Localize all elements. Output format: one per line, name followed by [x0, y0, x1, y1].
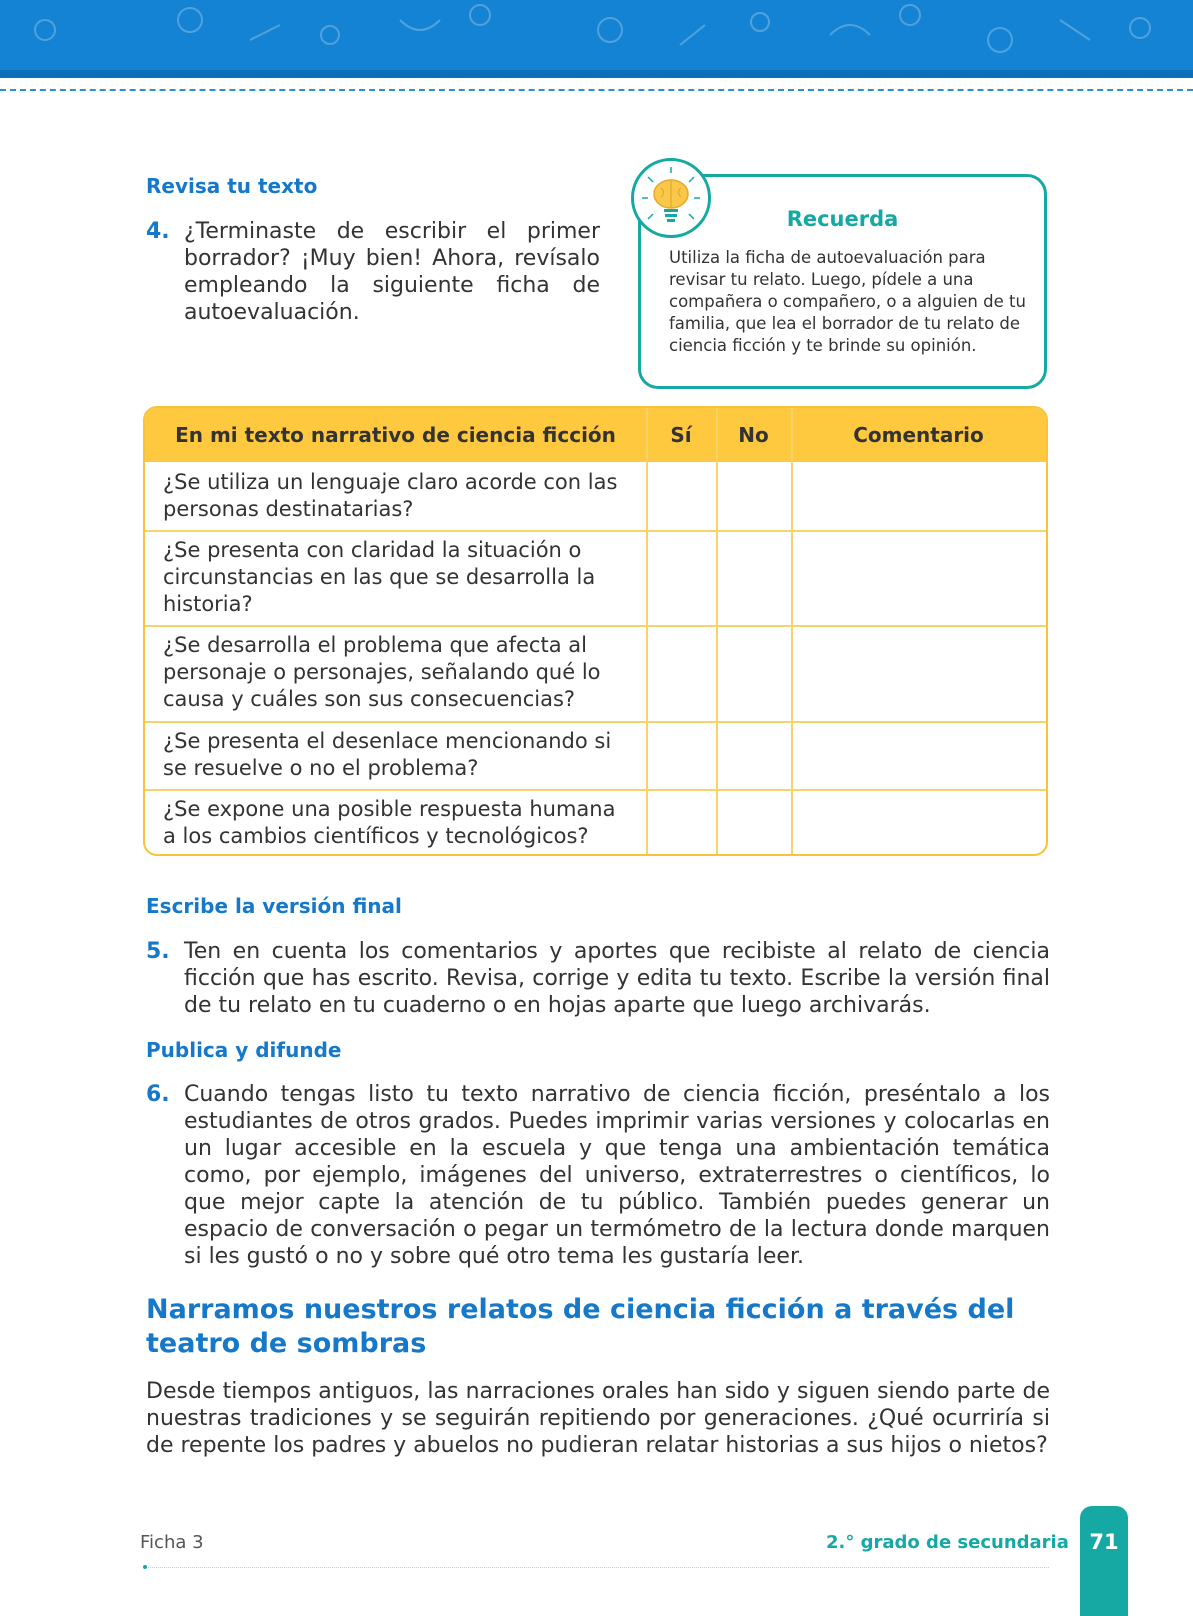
- column-header-si: Sí: [670, 423, 692, 447]
- item-number: 6.: [146, 1082, 170, 1107]
- column-header-comentario: Comentario: [853, 423, 984, 447]
- column-header-criterio: En mi texto narrativo de ciencia ficción: [175, 423, 616, 447]
- item-4: [146, 218, 600, 328]
- brain-lightbulb-icon: [631, 158, 711, 238]
- banner-stripe: [0, 70, 1193, 78]
- item-text: ¿Terminaste de escribir el primer borrador? ¡Muy bien! Ahora, revísalo empleando la siguiente ficha de autoevaluación.: [184, 219, 600, 325]
- header-banner: [0, 0, 1193, 78]
- column-header-no: No: [738, 423, 769, 447]
- autoevaluation-table: [143, 406, 1048, 856]
- row-divider: [145, 530, 1046, 532]
- page-number: 71: [1089, 1530, 1119, 1554]
- dashed-divider: [0, 89, 1193, 91]
- row-divider: [145, 721, 1046, 723]
- footer-divider: [143, 1567, 1049, 1568]
- item-6: [146, 1081, 1050, 1271]
- section-title: Narramos nuestros relatos de ciencia ficción a través del teatro de sombras: [146, 1294, 1015, 1359]
- table-row: ¿Se desarrolla el problema que afecta al personaje o personajes, señalando qué lo causa y cuáles son sus consecuencias?: [163, 633, 601, 711]
- item-5: [146, 938, 1050, 1020]
- item-number: 5.: [146, 939, 170, 964]
- table-row: ¿Se presenta el desenlace mencionando si se resuelve o no el problema?: [163, 729, 612, 780]
- item-text: Ten en cuenta los comentarios y aportes que recibiste al relato de ciencia ficción que has escrito. Revisa, corrige y edita tu texto. Escribe la versión final de tu relato en tu cuaderno o en hojas aparte que luego archivarás.: [184, 939, 1050, 1018]
- table-row: ¿Se presenta con claridad la situación o circunstancias en las que se desarrolla la historia?: [163, 538, 596, 616]
- footer-dot: [143, 1565, 147, 1569]
- recuerda-text: Utiliza la ficha de autoevaluación para revisar tu relato. Luego, pídele a una compañera o compañero, o a alguien de tu familia, que lea el borrador de tu relato de ciencia ficción y te brinde su opinión.: [669, 248, 1026, 355]
- row-divider: [145, 789, 1046, 791]
- section-paragraph: Desde tiempos antiguos, las narraciones orales han sido y siguen siendo parte de nuestras tradiciones y se seguirán repitiendo por generaciones. ¿Qué ocurriría si de repente los padres y abuelos no pudieran relatar historias a sus hijos o nietos?: [146, 1379, 1050, 1458]
- heading-escribe: Escribe la versión final: [146, 894, 402, 918]
- footer-ficha: Ficha 3: [140, 1532, 204, 1553]
- heading-publica: Publica y difunde: [146, 1038, 342, 1062]
- recuerda-title: Recuerda: [786, 207, 899, 231]
- doodle-pattern-icon: [0, 0, 1193, 70]
- item-number: 4.: [146, 219, 170, 244]
- table-row: ¿Se utiliza un lenguaje claro acorde con las personas destinatarias?: [163, 470, 618, 521]
- footer-grade: 2.° grado de secundaria: [826, 1532, 1069, 1553]
- table-row: ¿Se expone una posible respuesta humana a los cambios científicos y tecnológicos?: [163, 797, 616, 848]
- item-text: Cuando tengas listo tu texto narrativo de ciencia ficción, preséntalo a los estudiantes de otros grados. Puedes imprimir varias versiones y colocarlas en un lugar accesible en la escuela y que tenga una ambientación temática como, por ejemplo, imágenes del universo, extraterrestres o científicos, lo que mejor capte la atención de tu público. También puedes generar un espacio de conversación o pegar un termómetro de la lectura donde marquen si les gustó o no y sobre qué otro tema les gustaría leer.: [184, 1082, 1050, 1269]
- row-divider: [145, 625, 1046, 627]
- heading-revisa: Revisa tu texto: [146, 174, 318, 198]
